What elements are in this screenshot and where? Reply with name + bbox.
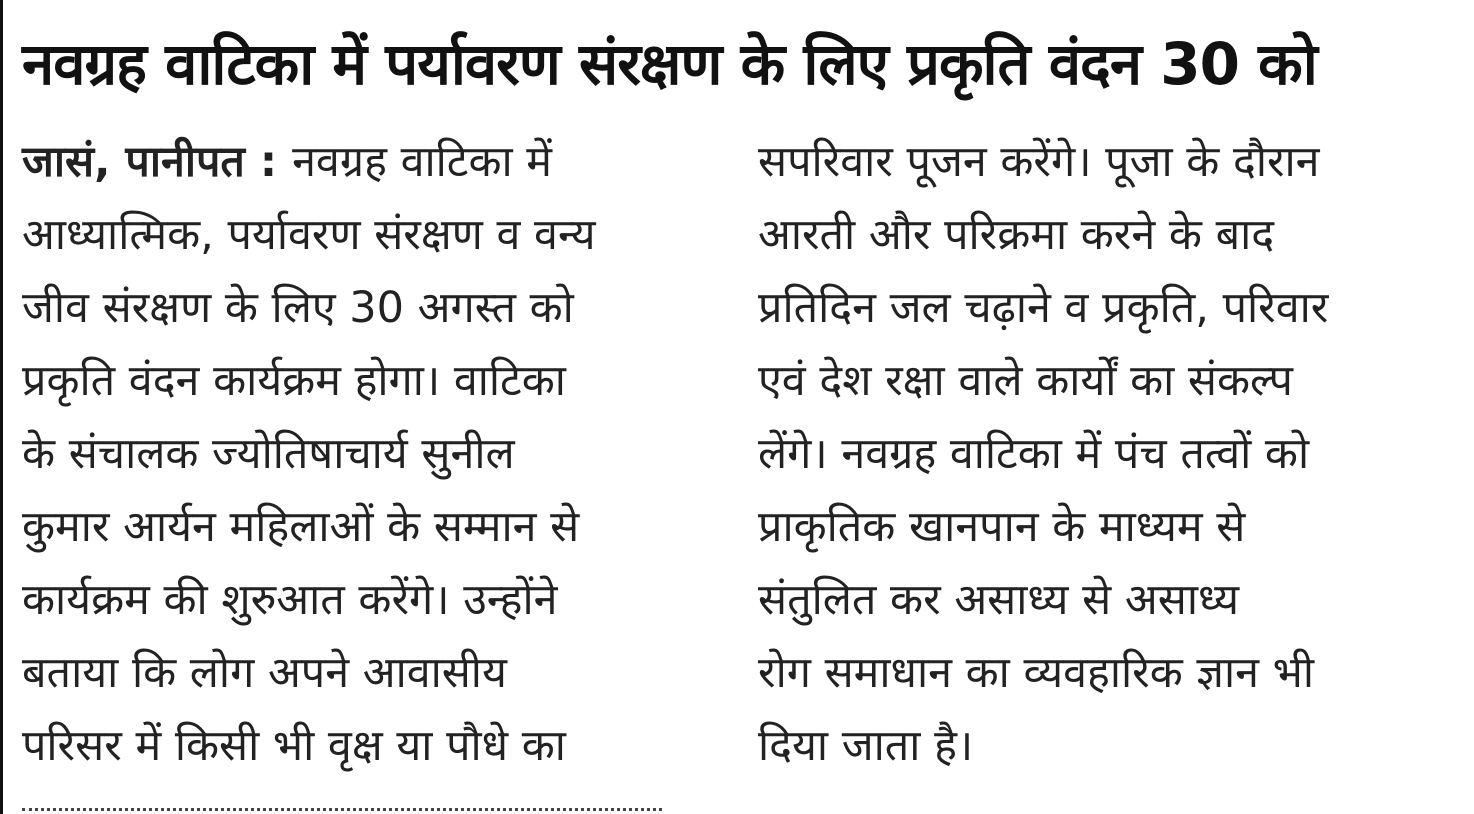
article-line: परिसर में किसी भी वृक्ष या पौधे का — [22, 721, 566, 771]
article-line: प्रतिदिन जल चढ़ाने व प्रकृति, परिवार — [758, 283, 1329, 333]
headline: नवग्रह वाटिका में पर्यावरण संरक्षण के लिए प्रकृति वंदन 30 को — [22, 30, 1317, 98]
article-line: कुमार आर्यन महिलाओं के सम्मान से — [22, 502, 580, 552]
first-line-text: नवग्रह वाटिका में — [292, 137, 552, 187]
article-line: रोग समाधान का व्यवहारिक ज्ञान भी — [758, 648, 1315, 698]
article-first-line — [22, 126, 712, 199]
article-line: संतुलित कर असाध्य से असाध्य — [758, 575, 1240, 625]
left-border-rule — [0, 0, 3, 814]
article-line: आध्यात्मिक, पर्यावरण संरक्षण व वन्य — [22, 210, 596, 260]
article-line: लेंगे। नवग्रह वाटिका में पंच तत्वों को — [758, 429, 1310, 479]
article-line: सपरिवार पूजन करेंगे। पूजा के दौरान — [758, 137, 1320, 187]
article-line: प्राकृतिक खानपान के माध्यम से — [758, 502, 1246, 552]
right-column — [758, 126, 1458, 783]
left-column — [22, 126, 712, 783]
article-line: कार्यक्रम की शुरुआत करेंगे। उन्होंने — [22, 575, 558, 625]
article-line: के संचालक ज्योतिषाचार्य सुनील — [22, 429, 515, 479]
article-line: दिया जाता है। — [758, 721, 974, 771]
dateline: जासं, पानीपत — [22, 137, 245, 187]
article-line: प्रकृति वंदन कार्यक्रम होगा। वाटिका — [22, 356, 566, 406]
article-line: जीव संरक्षण के लिए 30 अगस्त को — [22, 283, 574, 333]
cut-off-text-fragment — [22, 808, 662, 814]
article-line: बताया कि लोग अपने आवासीय — [22, 648, 507, 698]
article-line: आरती और परिक्रमा करने के बाद — [758, 210, 1275, 260]
article-line: एवं देश रक्षा वाले कार्यों का संकल्प — [758, 356, 1293, 406]
dateline-separator: : — [244, 137, 293, 187]
